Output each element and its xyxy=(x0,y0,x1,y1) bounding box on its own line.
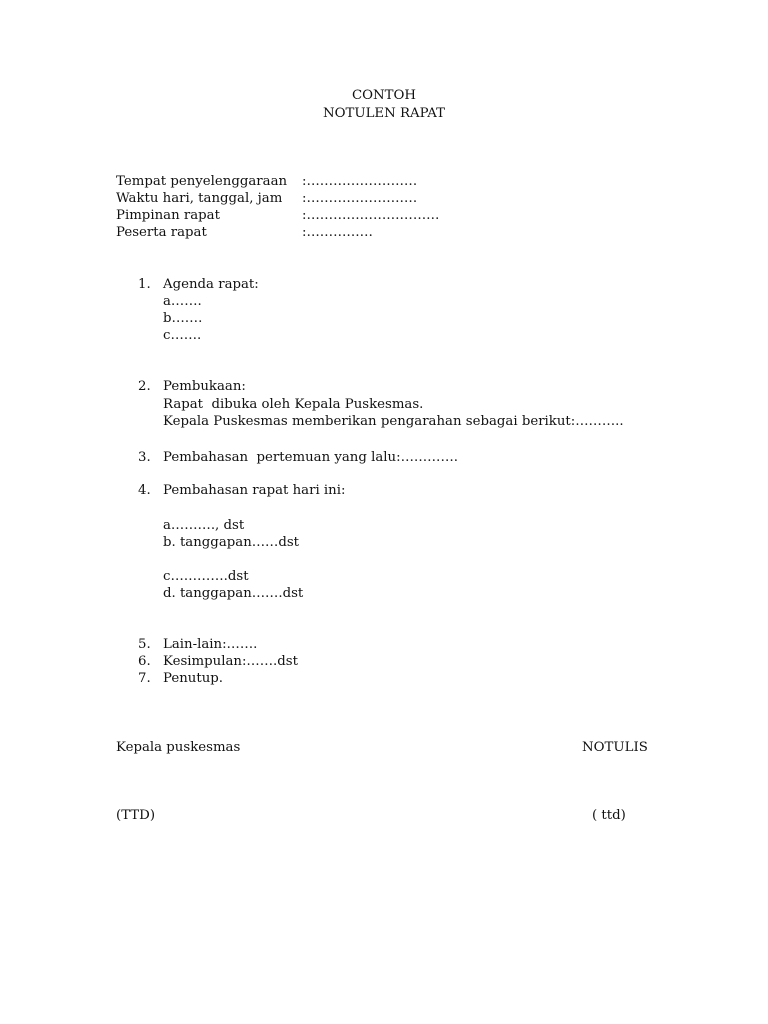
field-value-time: :……………………. xyxy=(302,191,418,206)
item-title: Lain-lain:……. xyxy=(163,637,258,652)
item-title: Agenda rapat: xyxy=(163,277,259,292)
field-label-venue: Tempat penyelenggaraan xyxy=(116,174,288,189)
item-line: Kepala Puskesmas memberikan pengarahan sebagai berikut:……….. xyxy=(163,414,624,429)
item-number: 2. xyxy=(138,379,151,394)
item-number: 6. xyxy=(138,654,151,669)
field-value-leader: :………………………… xyxy=(302,208,440,223)
signature-right-sign: ( ttd) xyxy=(592,808,626,823)
item-title: Pembahasan pertemuan yang lalu:…………. xyxy=(163,450,458,465)
item-title: Pembahasan rapat hari ini: xyxy=(163,483,346,498)
item-line: a……. xyxy=(163,294,202,309)
item-number: 7. xyxy=(138,671,151,686)
item-title: Kesimpulan:…….dst xyxy=(163,654,298,669)
item-title: Penutup. xyxy=(163,671,223,686)
item-line: d. tanggapan…….dst xyxy=(163,586,304,601)
item-title: Pembukaan: xyxy=(163,379,246,394)
item-line: c………….dst xyxy=(163,569,249,584)
item-number: 3. xyxy=(138,450,151,465)
item-line: a………., dst xyxy=(163,518,245,533)
signature-left-sign: (TTD) xyxy=(116,808,156,823)
field-value-participants: :…………… xyxy=(302,225,373,240)
field-value-venue: :……………………. xyxy=(302,174,418,189)
field-label-time: Waktu hari, tanggal, jam xyxy=(116,191,283,206)
field-label-leader: Pimpinan rapat xyxy=(116,208,220,223)
signature-left-title: Kepala puskesmas xyxy=(116,740,241,755)
item-number: 4. xyxy=(138,483,151,498)
field-label-participants: Peserta rapat xyxy=(116,225,207,240)
item-line: b. tanggapan……dst xyxy=(163,535,300,550)
document-title-line2: NOTULEN RAPAT xyxy=(322,106,446,121)
item-number: 1. xyxy=(138,277,151,292)
item-line: b……. xyxy=(163,311,203,326)
item-line: Rapat dibuka oleh Kepala Puskesmas. xyxy=(163,397,424,412)
signature-right-title: NOTULIS xyxy=(582,740,648,755)
item-number: 5. xyxy=(138,637,151,652)
item-line: c……. xyxy=(163,328,202,343)
document-title-line1: CONTOH xyxy=(351,88,417,103)
